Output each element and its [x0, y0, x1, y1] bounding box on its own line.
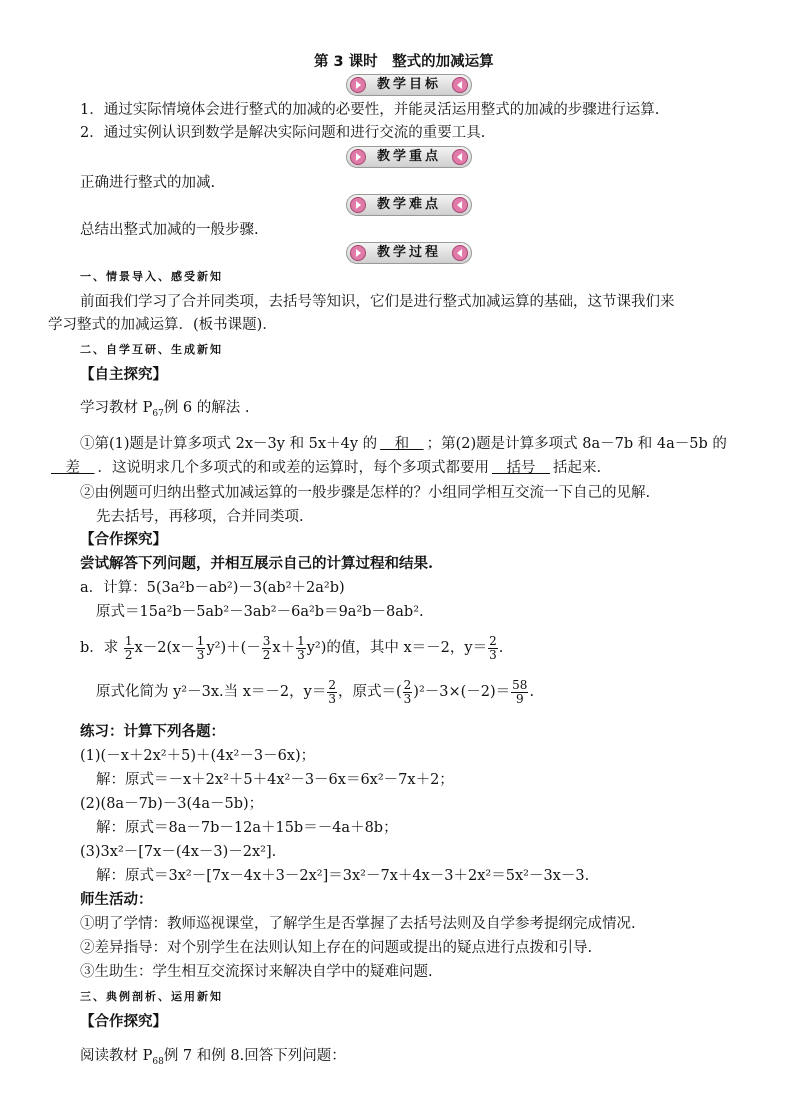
b-text: y²)的值，其中 x＝－2，y＝: [306, 640, 488, 656]
q1-text-3: ．这说明求几个多项式的和或差的运算时，每个多项式都要用: [97, 460, 489, 476]
coop2-read: [80, 1046, 346, 1072]
question-2: ②由例题可归纳出整式加减运算的一般步骤是怎样的？小组同学相互交流一下自己的见解.: [80, 485, 651, 501]
badge-label: 教学过程: [376, 245, 441, 260]
fraction: [124, 635, 134, 662]
numerator: 1: [297, 633, 305, 648]
activity-item-3: ③生助生：学生相互交流探讨来解决自学中的疑难问题.: [80, 964, 433, 980]
key-point-text: 正确进行整式的加减.: [80, 175, 216, 191]
arrow-right-icon: [350, 77, 366, 93]
numerator: 3: [262, 633, 271, 648]
question-1-line-1: [80, 434, 727, 454]
denominator: 3: [328, 691, 336, 706]
b-text: y²)＋(－: [206, 640, 261, 656]
practice-3-solution: 解：原式＝3x²－[7x－4x＋3－2x²]＝3x²－7x＋4x－3＋2x²＝5x²－3x－3.: [96, 868, 590, 884]
fraction: [296, 635, 306, 662]
arrow-right-icon: [350, 197, 366, 213]
fraction: [511, 679, 528, 706]
badge-objectives: [346, 74, 472, 96]
fraction: [196, 635, 206, 662]
badge-label: 教学重点: [376, 149, 441, 164]
page-subscript: 67: [152, 408, 164, 419]
numerator: 58: [512, 677, 528, 692]
denominator: 3: [196, 647, 205, 662]
numerator: 2: [328, 677, 336, 692]
b-sol-text: 原式化简为 y²－3x.当 x＝－2，y＝: [96, 684, 327, 700]
difficulty-text: 总结出整式加减的一般步骤.: [80, 222, 259, 238]
read-text-post: 例 7 和例 8.回答下列问题：: [163, 1048, 346, 1064]
arrow-left-icon: [452, 197, 468, 213]
denominator: 3: [403, 691, 412, 706]
section-heading-3: 三、典例剖析、运用新知: [80, 990, 223, 1003]
self-explore-read: [80, 398, 250, 424]
practice-2-solution: 解：原式＝8a－7b－12a＋15b＝－4a＋8b；: [96, 820, 398, 836]
fraction: [403, 679, 413, 706]
problem-a: a．计算：5(3a²b－ab²)－3(ab²＋2a²b): [80, 580, 345, 596]
read-text: 学习教材 P: [80, 400, 153, 416]
practice-3: (3)3x²－[7x－(4x－3)－2x²].: [80, 844, 277, 860]
b-text: b．求: [80, 640, 119, 656]
section-heading-2: 二、自学互研、生成新知: [80, 343, 223, 356]
self-explore-heading: 【自主探究】: [80, 366, 167, 383]
answer-2: 先去括号，再移项，合并同类项.: [96, 509, 304, 525]
denominator: 3: [297, 647, 305, 662]
badge-label: 教学目标: [376, 77, 441, 92]
q1-text-2: ；第(2)题是计算多项式 8a－7b 和 4a－5b 的: [426, 436, 727, 452]
denominator: 9: [515, 691, 524, 706]
b-text: .: [498, 640, 504, 656]
lesson-title: 第 3 课时 整式的加减运算: [314, 54, 494, 70]
q1-text-1: ①第(1)题是计算多项式 2x－3y 和 5x＋4y 的: [80, 436, 378, 452]
b-sol-text: )²－3×(－2)＝: [413, 684, 511, 700]
problem-a-solution: 原式＝15a²b－5ab²－3ab²－6a²b＝9a²b－8ab².: [96, 604, 424, 620]
numerator: 2: [403, 677, 412, 692]
coop2-heading: 【合作探究】: [80, 1013, 167, 1030]
page-subscript: 68: [152, 1056, 164, 1067]
denominator: 3: [489, 647, 497, 662]
practice-2: (2)(8a－7b)－3(4a－5b)；: [80, 796, 264, 812]
activity-item-1: ①明了学情：教师巡视课堂，了解学生是否掌握了去括号法则及自学参考提纲完成情况.: [80, 916, 636, 932]
fraction: [262, 635, 272, 662]
coop-intro: 尝试解答下列问题，并相互展示自己的计算过程和结果.: [80, 555, 434, 572]
b-text: x＋: [272, 640, 296, 656]
denominator: 2: [262, 647, 271, 662]
fraction: [488, 635, 498, 662]
badge-label: 教学难点: [376, 197, 441, 212]
coop-heading: 【合作探究】: [80, 531, 167, 548]
read-text: 阅读教材 P: [80, 1048, 153, 1064]
intro-line-2: 学习整式的加减运算．(板书课题)．: [48, 317, 277, 333]
b-sol-text: .: [529, 684, 535, 700]
badge-process: [346, 242, 472, 264]
arrow-right-icon: [350, 149, 366, 165]
practice-heading: 练习：计算下列各题：: [80, 723, 225, 740]
activity-heading: 师生活动：: [80, 891, 153, 908]
b-sol-text: ，原式＝(: [337, 684, 402, 700]
badge-key-point: [346, 146, 472, 168]
answer-blank-difference: 差: [51, 460, 95, 476]
answer-blank-brackets: 括号: [492, 460, 550, 476]
practice-1-solution: 解：原式＝－x＋2x²＋5＋4x²－3－6x＝6x²－7x＋2；: [96, 772, 454, 788]
fraction: [327, 679, 337, 706]
activity-item-2: ②差异指导：对个别学生在法则认知上存在的问题或提出的疑点进行点拨和引导.: [80, 940, 593, 956]
objective-2: 2．通过实例认识到数学是解决实际问题和进行交流的重要工具.: [80, 125, 486, 141]
section-heading-1: 一、情景导入、感受新知: [80, 270, 223, 283]
problem-b-solution: [96, 676, 534, 708]
badge-difficulty: [346, 194, 472, 216]
arrow-right-icon: [350, 245, 366, 261]
read-text-post: 例 6 的解法 .: [163, 400, 250, 416]
denominator: 2: [124, 647, 133, 662]
practice-1: (1)(－x＋2x²＋5)＋(4x²－3－6x)；: [80, 748, 316, 764]
answer-blank-sum: 和: [380, 436, 424, 452]
question-1-line-2: [48, 458, 601, 478]
b-text: x－2(x－: [134, 640, 195, 656]
q1-text-4: 括起来.: [553, 460, 602, 476]
numerator: 2: [489, 633, 497, 648]
numerator: 1: [196, 633, 205, 648]
arrow-left-icon: [452, 77, 468, 93]
numerator: 1: [124, 633, 133, 648]
problem-b: [80, 632, 503, 664]
intro-line-1: 前面我们学习了合并同类项，去括号等知识，它们是进行整式加减运算的基础，这节课我们来: [80, 294, 675, 310]
arrow-left-icon: [452, 245, 468, 261]
arrow-left-icon: [452, 149, 468, 165]
objective-1: 1．通过实际情境体会进行整式的加减的必要性，并能灵活运用整式的加减的步骤进行运算.: [80, 102, 660, 118]
